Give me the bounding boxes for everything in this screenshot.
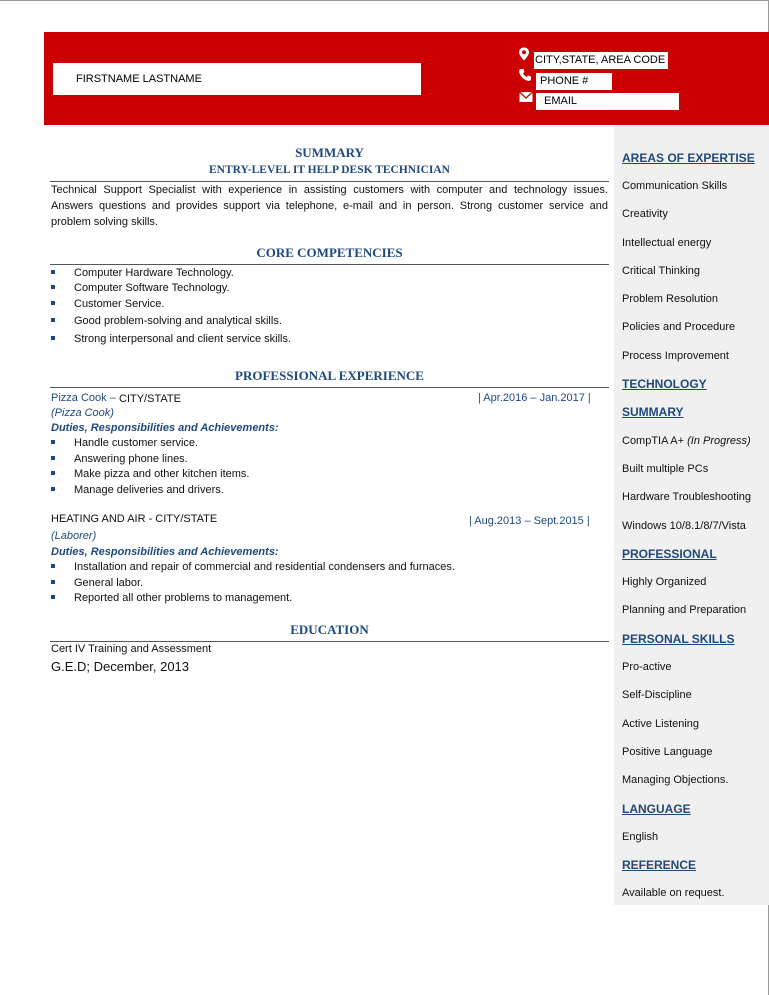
bullet-marker <box>51 580 55 584</box>
summary-text: Technical Support Specialist with experience in assisting customers with computer and technology issues. Answers questions and provides support via telephone, e-mail and in person. Strong customer service and problem solving skills. <box>51 184 608 228</box>
job-role: (Laborer) <box>51 530 97 542</box>
expertise-item: Critical Thinking <box>622 265 701 277</box>
education-cert: Cert IV Training and Assessment <box>51 643 212 655</box>
bullet-marker <box>51 440 55 444</box>
personal-skill-item: Positive Language <box>622 746 713 758</box>
job-role: (Pizza Cook) <box>51 407 114 419</box>
sidebar <box>614 125 769 905</box>
bullet-marker <box>51 270 55 274</box>
competency-item: Computer Software Technology. <box>74 282 230 294</box>
header-banner <box>44 32 769 125</box>
bullet-marker <box>51 564 55 568</box>
duty-item: Reported all other problems to management. <box>74 592 293 604</box>
location-pin-icon <box>517 47 531 61</box>
expertise-item: Intellectual energy <box>622 237 712 249</box>
competency-item: Customer Service. <box>74 298 165 310</box>
summary-heading: SUMMARY <box>295 145 364 160</box>
job-dates: | Apr.2016 – Jan.2017 | <box>478 392 591 404</box>
competency-item: Strong interpersonal and client service skills. <box>74 333 292 345</box>
duty-item: Answering phone lines. <box>74 453 188 465</box>
bullet-marker <box>51 456 55 460</box>
reference-heading: REFERENCE <box>622 858 697 872</box>
competencies-heading: CORE COMPETENCIES <box>256 245 403 260</box>
technology-item: Hardware Troubleshooting <box>622 491 752 503</box>
email-icon <box>519 90 533 104</box>
duty-item: General labor. <box>74 577 144 589</box>
language-heading: LANGUAGE <box>622 802 691 816</box>
bullet-marker <box>51 487 55 491</box>
language-item: English <box>622 831 659 843</box>
professional-item: Highly Organized <box>622 576 707 588</box>
job-title: Pizza Cook – <box>51 392 116 404</box>
location-field: CITY,STATE, AREA CODE <box>534 52 668 69</box>
bullet-marker <box>51 285 55 289</box>
experience-heading: PROFESSIONAL EXPERIENCE <box>235 368 424 383</box>
expertise-item: Creativity <box>622 208 668 220</box>
education-ged: G.E.D; December, 2013 <box>51 659 190 674</box>
candidate-name: FIRSTNAME LASTNAME <box>53 63 421 95</box>
personal-skill-item: Managing Objections. <box>622 774 729 786</box>
expertise-item: Process Improvement <box>622 350 729 362</box>
phone-icon <box>518 68 532 82</box>
personal-skill-item: Self-Discipline <box>622 689 692 701</box>
bullet-marker <box>51 301 55 305</box>
professional-item: Planning and Preparation <box>622 604 747 616</box>
bullet-marker <box>51 595 55 599</box>
technology-summary-heading: SUMMARY <box>622 405 684 419</box>
duty-item: Make pizza and other kitchen items. <box>74 468 250 480</box>
bullet-marker <box>51 471 55 475</box>
expertise-item: Communication Skills <box>622 180 728 192</box>
email-field: EMAIL <box>536 93 679 110</box>
job-dates: | Aug.2013 – Sept.2015 | <box>469 515 590 527</box>
cert-note: (In Progress) <box>687 435 751 447</box>
phone-field: PHONE # <box>536 73 612 90</box>
technology-item: Windows 10/8.1/8/7/Vista <box>622 520 746 532</box>
cert-name: CompTIA A+ <box>622 435 685 447</box>
reference-item: Available on request. <box>622 887 725 899</box>
personal-skill-item: Active Listening <box>622 718 700 730</box>
expertise-item: Policies and Procedure <box>622 321 736 333</box>
duty-item: Manage deliveries and drivers. <box>74 484 224 496</box>
technology-heading: TECHNOLOGY <box>622 377 707 391</box>
competency-item: Computer Hardware Technology. <box>74 267 234 279</box>
competency-item: Good problem-solving and analytical skills. <box>74 315 282 327</box>
expertise-item: Problem Resolution <box>622 293 718 305</box>
job-title: HEATING AND AIR - CITY/STATE <box>51 513 218 525</box>
bullet-marker <box>51 318 55 322</box>
section-divider <box>50 387 609 388</box>
personal-skills-heading: PERSONAL SKILLS <box>622 632 735 646</box>
technology-item: Built multiple PCs <box>622 463 709 475</box>
duties-label: Duties, Responsibilities and Achievements: <box>51 422 279 434</box>
bullet-marker <box>51 336 55 340</box>
duty-item: Handle customer service. <box>74 437 199 449</box>
duties-label: Duties, Responsibilities and Achievements: <box>51 546 279 558</box>
expertise-heading: AREAS OF EXPERTISE <box>622 151 755 165</box>
page-border-top <box>0 0 769 1</box>
section-divider <box>50 641 609 642</box>
education-heading: EDUCATION <box>290 622 369 637</box>
professional-heading: PROFESSIONAL <box>622 547 717 561</box>
technology-item <box>622 435 751 447</box>
job-title-subtitle: ENTRY-LEVEL IT HELP DESK TECHNICIAN <box>209 164 450 176</box>
duty-item: Installation and repair of commercial and residential condensers and furnaces. <box>74 561 455 573</box>
section-divider <box>50 264 609 265</box>
job-location: CITY/STATE <box>119 393 181 405</box>
personal-skill-item: Pro-active <box>622 661 672 673</box>
